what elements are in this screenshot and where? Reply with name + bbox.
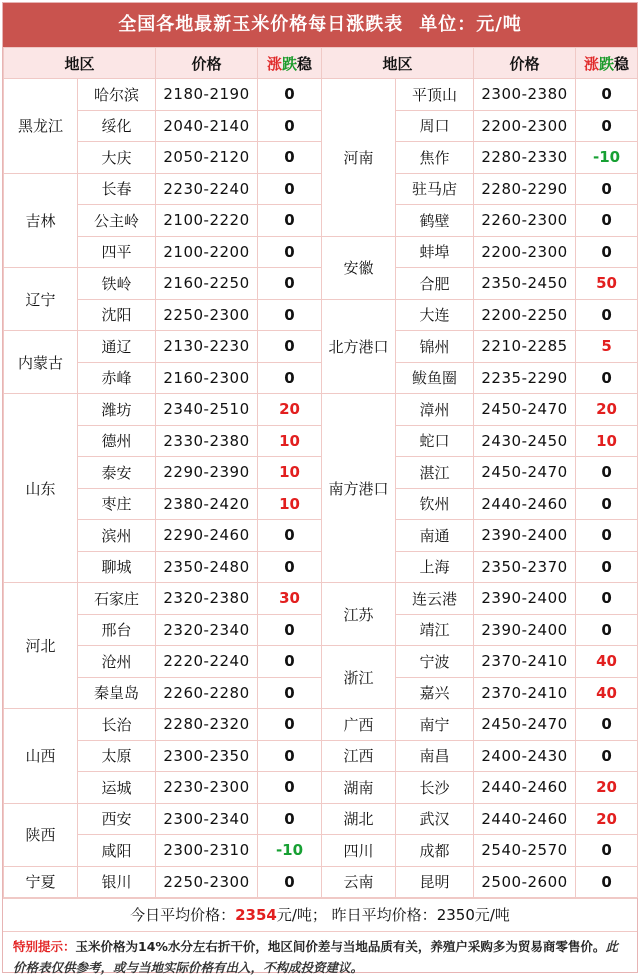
right-region-name: 四川: [322, 835, 396, 867]
left-price-range: 2040-2140: [156, 110, 258, 142]
left-price-change: 0: [258, 268, 322, 300]
right-price-range: 2200-2250: [474, 299, 576, 331]
left-city-name: 赤峰: [78, 362, 156, 394]
special-notice: [3, 931, 637, 978]
left-price-range: 2290-2460: [156, 520, 258, 552]
right-city-name: 宁波: [396, 646, 474, 678]
left-price-range: 2100-2220: [156, 205, 258, 237]
table-row: [4, 362, 638, 394]
right-price-range: 2450-2470: [474, 709, 576, 741]
left-price-change: 20: [258, 394, 322, 426]
right-region-name: 广西: [322, 709, 396, 741]
right-price-range: 2200-2300: [474, 110, 576, 142]
left-price-change: 0: [258, 646, 322, 678]
left-price-range: 2160-2250: [156, 268, 258, 300]
right-price-change: 50: [576, 268, 638, 300]
right-price-change: 0: [576, 551, 638, 583]
right-price-change: 0: [576, 740, 638, 772]
left-city-name: 邢台: [78, 614, 156, 646]
left-price-change: 0: [258, 205, 322, 237]
right-price-range: 2260-2300: [474, 205, 576, 237]
table-row: [4, 866, 638, 898]
left-price-range: 2230-2240: [156, 173, 258, 205]
left-price-change: 0: [258, 709, 322, 741]
right-price-range: 2440-2460: [474, 488, 576, 520]
right-city-name: 长沙: [396, 772, 474, 804]
average-price-summary: [3, 898, 637, 931]
left-price-range: 2160-2300: [156, 362, 258, 394]
table-row: [4, 520, 638, 552]
right-city-name: 湛江: [396, 457, 474, 489]
left-city-name: 德州: [78, 425, 156, 457]
left-price-range: 2380-2420: [156, 488, 258, 520]
right-price-change: -10: [576, 142, 638, 174]
right-city-name: 平顶山: [396, 79, 474, 111]
left-change-header: 涨跌稳: [258, 48, 322, 79]
left-price-change: 0: [258, 614, 322, 646]
right-price-range: 2450-2470: [474, 457, 576, 489]
right-city-name: 锦州: [396, 331, 474, 363]
right-price-change: 0: [576, 709, 638, 741]
left-city-name: 沧州: [78, 646, 156, 678]
right-price-range: 2235-2290: [474, 362, 576, 394]
table-row: [4, 205, 638, 237]
right-price-range: 2370-2410: [474, 677, 576, 709]
table-row: [4, 173, 638, 205]
left-price-range: 2250-2300: [156, 866, 258, 898]
left-city-name: 长治: [78, 709, 156, 741]
right-price-range: 2200-2300: [474, 236, 576, 268]
right-region-name: 南方港口: [322, 394, 396, 583]
left-city-name: 绥化: [78, 110, 156, 142]
left-city-name: 铁岭: [78, 268, 156, 300]
left-price-range: 2290-2390: [156, 457, 258, 489]
right-price-change: 0: [576, 866, 638, 898]
right-city-name: 驻马店: [396, 173, 474, 205]
left-region-name: 河北: [4, 583, 78, 709]
header-row: [4, 48, 638, 79]
table-row: [4, 740, 638, 772]
left-city-name: 沈阳: [78, 299, 156, 331]
right-price-change: 0: [576, 457, 638, 489]
right-price-change: 0: [576, 79, 638, 111]
left-region-name: 陕西: [4, 803, 78, 866]
right-price-change: 0: [576, 173, 638, 205]
left-price-range: 2230-2300: [156, 772, 258, 804]
table-row: [4, 331, 638, 363]
right-price-range: 2390-2400: [474, 583, 576, 615]
left-city-name: 滨州: [78, 520, 156, 552]
left-price-range: 2050-2120: [156, 142, 258, 174]
left-price-change: 0: [258, 772, 322, 804]
right-price-change: 0: [576, 236, 638, 268]
right-price-range: 2540-2570: [474, 835, 576, 867]
left-city-name: 四平: [78, 236, 156, 268]
left-price-range: 2130-2230: [156, 331, 258, 363]
table-row: [4, 299, 638, 331]
left-city-name: 大庆: [78, 142, 156, 174]
right-price-change: 0: [576, 488, 638, 520]
right-city-name: 南宁: [396, 709, 474, 741]
left-price-change: 10: [258, 425, 322, 457]
left-price-change: 0: [258, 110, 322, 142]
left-city-name: 运城: [78, 772, 156, 804]
left-price-range: 2300-2350: [156, 740, 258, 772]
table-title: 全国各地最新玉米价格每日涨跌表: [118, 14, 404, 35]
left-price-range: 2180-2190: [156, 79, 258, 111]
table-row: [4, 709, 638, 741]
right-price-change: 5: [576, 331, 638, 363]
right-price-range: 2400-2430: [474, 740, 576, 772]
left-price-range: 2280-2320: [156, 709, 258, 741]
right-city-name: 周口: [396, 110, 474, 142]
price-grid-body: [4, 79, 638, 898]
left-price-header: 价格: [156, 48, 258, 79]
right-price-change: 10: [576, 425, 638, 457]
table-row: [4, 803, 638, 835]
today-avg-unit: 元/吨；: [276, 906, 327, 924]
right-region-name: 江苏: [322, 583, 396, 646]
left-city-name: 银川: [78, 866, 156, 898]
left-region-header: 地区: [4, 48, 156, 79]
left-price-range: 2320-2340: [156, 614, 258, 646]
right-price-range: 2440-2460: [474, 803, 576, 835]
price-table-panel: [2, 2, 638, 973]
right-region-name: 云南: [322, 866, 396, 898]
right-price-change: 40: [576, 646, 638, 678]
left-price-change: 0: [258, 79, 322, 111]
right-price-range: 2430-2450: [474, 425, 576, 457]
left-price-change: 0: [258, 142, 322, 174]
right-price-range: 2500-2600: [474, 866, 576, 898]
left-price-change: 0: [258, 740, 322, 772]
right-city-name: 钦州: [396, 488, 474, 520]
left-price-range: 2320-2380: [156, 583, 258, 615]
table-row: [4, 457, 638, 489]
right-price-change: 20: [576, 803, 638, 835]
table-row: [4, 488, 638, 520]
right-city-name: 昆明: [396, 866, 474, 898]
right-region-name: 湖南: [322, 772, 396, 804]
right-price-range: 2450-2470: [474, 394, 576, 426]
left-price-change: 0: [258, 236, 322, 268]
right-price-range: 2300-2380: [474, 79, 576, 111]
left-price-change: 0: [258, 551, 322, 583]
right-city-name: 漳州: [396, 394, 474, 426]
table-row: [4, 614, 638, 646]
right-region-name: 北方港口: [322, 299, 396, 394]
right-city-name: 合肥: [396, 268, 474, 300]
left-price-change: 0: [258, 173, 322, 205]
right-price-range: 2350-2450: [474, 268, 576, 300]
right-region-name: 浙江: [322, 646, 396, 709]
right-city-name: 武汉: [396, 803, 474, 835]
left-region-name: 山西: [4, 709, 78, 804]
left-price-change: 0: [258, 520, 322, 552]
left-price-change: 0: [258, 299, 322, 331]
notice-text: 玉米价格为14%水分左右折干价，地区间价差与当地品质有关，养殖户采购多为贸易商零售价。: [75, 939, 606, 954]
left-city-name: 西安: [78, 803, 156, 835]
yesterday-avg-unit: 元/吨: [474, 906, 510, 924]
right-price-change: 20: [576, 772, 638, 804]
right-city-name: 南通: [396, 520, 474, 552]
right-region-name: 河南: [322, 79, 396, 237]
right-region-name: 江西: [322, 740, 396, 772]
left-city-name: 太原: [78, 740, 156, 772]
table-row: [4, 583, 638, 615]
right-price-change: 0: [576, 362, 638, 394]
right-city-name: 鲅鱼圈: [396, 362, 474, 394]
right-price-range: 2370-2410: [474, 646, 576, 678]
table-row: [4, 772, 638, 804]
right-city-name: 上海: [396, 551, 474, 583]
table-row: [4, 677, 638, 709]
left-price-range: 2340-2510: [156, 394, 258, 426]
right-price-change: 40: [576, 677, 638, 709]
right-region-name: 湖北: [322, 803, 396, 835]
table-row: [4, 236, 638, 268]
right-city-name: 蚌埠: [396, 236, 474, 268]
left-price-change: 0: [258, 331, 322, 363]
right-city-name: 焦作: [396, 142, 474, 174]
left-city-name: 通辽: [78, 331, 156, 363]
left-price-change: 0: [258, 362, 322, 394]
table-row: [4, 268, 638, 300]
right-city-name: 连云港: [396, 583, 474, 615]
left-price-range: 2350-2480: [156, 551, 258, 583]
table-row: [4, 110, 638, 142]
right-price-change: 0: [576, 614, 638, 646]
right-price-change: 0: [576, 205, 638, 237]
unit-label: 单位：元/吨: [419, 14, 522, 35]
left-price-change: 0: [258, 866, 322, 898]
left-price-range: 2220-2240: [156, 646, 258, 678]
today-avg-label: 今日平均价格：: [130, 906, 236, 924]
table-row: [4, 142, 638, 174]
left-region-name: 山东: [4, 394, 78, 583]
table-row: [4, 425, 638, 457]
left-city-name: 泰安: [78, 457, 156, 489]
right-price-range: 2390-2400: [474, 520, 576, 552]
left-price-range: 2330-2380: [156, 425, 258, 457]
yesterday-avg-label: 昨日平均价格：: [331, 906, 437, 924]
left-city-name: 石家庄: [78, 583, 156, 615]
left-city-name: 咸阳: [78, 835, 156, 867]
notice-disclaimer: 此价格表仅供参考，或与当地实际价格有出入，不构成投资建议。: [13, 939, 618, 975]
left-price-change: 0: [258, 677, 322, 709]
notice-label: 特别提示：: [13, 939, 76, 954]
right-price-range: 2350-2370: [474, 551, 576, 583]
right-price-range: 2390-2400: [474, 614, 576, 646]
left-price-change: 10: [258, 457, 322, 489]
left-region-name: 辽宁: [4, 268, 78, 331]
right-price-range: 2210-2285: [474, 331, 576, 363]
left-price-change: 30: [258, 583, 322, 615]
table-row: [4, 394, 638, 426]
left-price-range: 2260-2280: [156, 677, 258, 709]
table-row: [4, 551, 638, 583]
left-city-name: 公主岭: [78, 205, 156, 237]
right-region-header: 地区: [322, 48, 474, 79]
table-title-bar: [3, 3, 637, 47]
left-city-name: 秦皇岛: [78, 677, 156, 709]
right-price-change: 0: [576, 583, 638, 615]
right-price-range: 2280-2290: [474, 173, 576, 205]
right-price-header: 价格: [474, 48, 576, 79]
right-city-name: 大连: [396, 299, 474, 331]
left-city-name: 长春: [78, 173, 156, 205]
left-price-change: -10: [258, 835, 322, 867]
left-region-name: 黑龙江: [4, 79, 78, 174]
right-change-header: 涨跌稳: [576, 48, 638, 79]
right-city-name: 嘉兴: [396, 677, 474, 709]
price-grid: [3, 47, 638, 898]
left-city-name: 哈尔滨: [78, 79, 156, 111]
left-price-range: 2100-2200: [156, 236, 258, 268]
right-price-change: 0: [576, 835, 638, 867]
right-price-range: 2440-2460: [474, 772, 576, 804]
right-city-name: 成都: [396, 835, 474, 867]
left-price-range: 2300-2310: [156, 835, 258, 867]
left-city-name: 潍坊: [78, 394, 156, 426]
right-price-change: 0: [576, 299, 638, 331]
right-city-name: 鹤壁: [396, 205, 474, 237]
right-city-name: 南昌: [396, 740, 474, 772]
left-price-change: 10: [258, 488, 322, 520]
right-price-range: 2280-2330: [474, 142, 576, 174]
left-price-range: 2250-2300: [156, 299, 258, 331]
right-price-change: 0: [576, 520, 638, 552]
right-price-change: 0: [576, 110, 638, 142]
left-price-change: 0: [258, 803, 322, 835]
table-row: [4, 835, 638, 867]
right-region-name: 安徽: [322, 236, 396, 299]
right-city-name: 靖江: [396, 614, 474, 646]
table-row: [4, 79, 638, 111]
left-region-name: 内蒙古: [4, 331, 78, 394]
left-price-range: 2300-2340: [156, 803, 258, 835]
table-row: [4, 646, 638, 678]
today-avg-value: 2354: [235, 906, 277, 924]
yesterday-avg-value: 2350: [436, 906, 475, 924]
left-city-name: 枣庄: [78, 488, 156, 520]
left-region-name: 宁夏: [4, 866, 78, 898]
right-price-change: 20: [576, 394, 638, 426]
right-city-name: 蛇口: [396, 425, 474, 457]
left-region-name: 吉林: [4, 173, 78, 268]
left-city-name: 聊城: [78, 551, 156, 583]
